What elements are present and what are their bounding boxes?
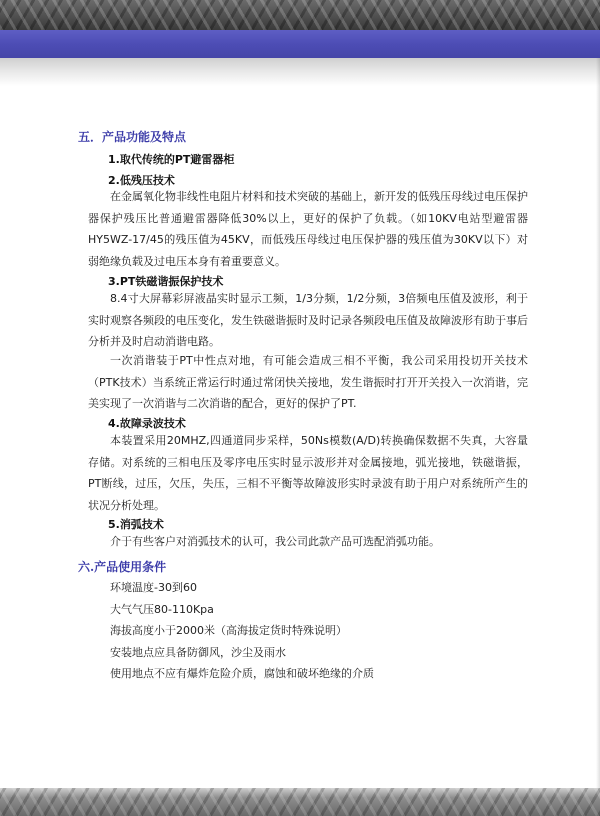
section6-title: 六.产品使用条件 xyxy=(78,560,167,574)
item2-heading: 2.低残压技术 xyxy=(108,174,175,187)
item5-heading: 5.消弧技术 xyxy=(108,518,164,531)
item4-paragraph: 本装置采用20MHZ,四通道同步采样，50Ns模数(A/D)转换确保数据不失真，大容量存储。对系统的三相电压及零序电压实时显示波形并对金属接地，弧光接地，铁磁谐振，PT断线，过压，欠压，失压，三相不平衡等故障波形实时录波有助于用户对系统所产生的状况分析处理。 xyxy=(88,434,528,512)
item4-heading: 4.故障录波技术 xyxy=(108,417,186,430)
condition-item: 安装地点应具备防御风，沙尘及雨水 xyxy=(110,646,286,659)
right-edge-shadow xyxy=(596,58,600,788)
top-blue-band xyxy=(0,30,600,58)
condition-item: 使用地点不应有爆炸危险介质，腐蚀和破坏绝缘的介质 xyxy=(110,667,374,680)
bottom-metal-strip xyxy=(0,788,600,816)
condition-item: 大气气压80-110Kpa xyxy=(110,603,214,616)
top-fade xyxy=(0,58,600,86)
condition-item: 环境温度-30到60 xyxy=(110,581,197,594)
top-metal-banner xyxy=(0,0,600,30)
item1-heading: 1.取代传统的PT避雷器柜 xyxy=(108,153,235,166)
item3-paragraph-1: 8.4寸大屏幕彩屏液晶实时显示工频，1/3分频，1/2分频，3倍频电压值及波形，利于实时观察各频段的电压变化，发生铁磁谐振时及时记录各频段电压值及故障波形有助于事后分析并及时启动消谐电路。 xyxy=(88,292,528,348)
item3-heading: 3.PT铁磁谐振保护技术 xyxy=(108,275,224,288)
item2-paragraph: 在金属氧化物非线性电阻片材料和技术突破的基础上，新开发的低残压母线过电压保护器保护残压比普通避雷器降低30%以上，更好的保护了负载。（如10KV电站型避雷器HY5WZ-17/45的残压值为45KV，而低残压母线过电压保护器的残压值为30KV以下）对弱绝缘负载及过电压本身有着重要意义。 xyxy=(88,190,528,268)
item5-paragraph: 介于有些客户对消弧技术的认可，我公司此款产品可选配消弧功能。 xyxy=(110,535,440,548)
condition-item: 海拔高度小于2000米（高海拔定货时特殊说明） xyxy=(110,624,347,637)
section5-title: 五．产品功能及特点 xyxy=(78,130,187,144)
item3-paragraph-2: 一次消谐装于PT中性点对地，有可能会造成三相不平衡，我公司采用投切开关技术（PTK技术）当系统正常运行时通过常闭快关接地，发生谐振时打开开关投入一次消谐，完美实现了一次消谐与二次消谐的配合，更好的保护了PT. xyxy=(88,354,528,410)
